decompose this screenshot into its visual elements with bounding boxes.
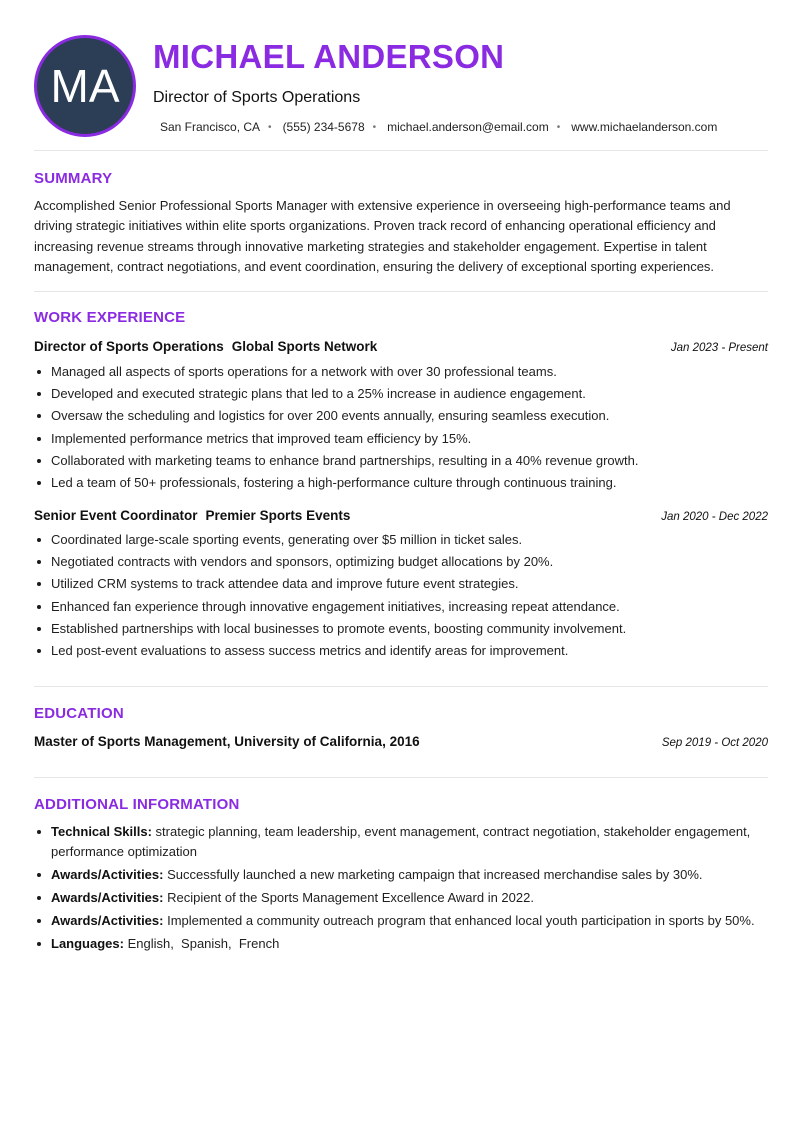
- item-label: Awards/Activities:: [51, 912, 164, 928]
- candidate-name: MICHAEL ANDERSON: [153, 38, 505, 75]
- list-item: Negotiated contracts with vendors and sponsors, optimizing budget allocations by 20%.: [34, 553, 768, 575]
- item-text: Recipient of the Sports Management Excellence Award in 2022.: [163, 889, 534, 905]
- contact-website[interactable]: www.michaelanderson.com: [571, 120, 718, 134]
- job-bullets: [34, 363, 768, 496]
- list-item: Developed and executed strategic plans that led to a 25% increase in audience engagement.: [34, 385, 768, 407]
- job-header: [34, 338, 768, 356]
- job-role: Senior Event Coordinator: [34, 508, 198, 523]
- section-heading-additional: ADDITIONAL INFORMATION: [34, 796, 240, 813]
- list-item: Led post-event evaluations to assess success metrics and identify areas for improvement.: [34, 642, 768, 664]
- additional-list: [34, 822, 768, 957]
- job-bullets: [34, 531, 768, 664]
- list-item: Oversaw the scheduling and logistics for over 200 events annually, ensuring seamless execution.: [34, 407, 768, 429]
- education-entry: [34, 734, 768, 749]
- bullet-separator-icon: •: [556, 121, 561, 133]
- list-item: [34, 822, 768, 861]
- list-item: Established partnerships with local businesses to promote events, boosting community involvement.: [34, 620, 768, 642]
- contact-email[interactable]: michael.anderson@email.com: [387, 120, 549, 134]
- job-dates: Jan 2023 - Present: [670, 342, 768, 354]
- list-item: Coordinated large-scale sporting events, generating over $5 million in ticket sales.: [34, 531, 768, 553]
- item-text: English, Spanish, French: [123, 935, 280, 951]
- list-item: Collaborated with marketing teams to enhance brand partnerships, resulting in a 40% revenue growth.: [34, 452, 768, 474]
- contact-location: San Francisco, CA: [160, 120, 261, 134]
- item-text: strategic planning, team leadership, event management, contract negotiation, stakeholder engagement, performance optimization: [51, 824, 751, 859]
- job-company: Premier Sports Events: [205, 508, 351, 523]
- item-label: Awards/Activities:: [51, 889, 164, 905]
- avatar-initials: MA: [50, 60, 120, 112]
- item-label: Awards/Activities:: [51, 866, 164, 882]
- list-item: Led a team of 50+ professionals, fostering a high-performance culture through continuous training.: [34, 474, 768, 496]
- list-item: Enhanced fan experience through innovative engagement initiatives, increasing repeat attendance.: [34, 598, 768, 620]
- bullet-separator-icon: •: [268, 121, 272, 133]
- list-item: Managed all aspects of sports operations for a network with over 30 professional teams.: [34, 363, 768, 385]
- section-heading-experience: WORK EXPERIENCE: [34, 309, 186, 326]
- bullet-separator-icon: •: [372, 121, 377, 133]
- contact-bar: [160, 120, 717, 134]
- education-dates: Sep 2019 - Oct 2020: [661, 737, 768, 749]
- list-item: [34, 888, 768, 908]
- item-text: Implemented a community outreach program that enhanced local youth participation in sports by 50%.: [163, 912, 755, 928]
- divider: [34, 150, 768, 151]
- section-heading-summary: SUMMARY: [34, 170, 113, 187]
- list-item: Utilized CRM systems to track attendee data and improve future event strategies.: [34, 575, 768, 597]
- job-role: Director of Sports Operations: [34, 339, 224, 354]
- avatar: [34, 35, 136, 137]
- job-dates: Jan 2020 - Dec 2022: [661, 511, 768, 523]
- divider: [34, 291, 768, 292]
- education-degree: Master of Sports Management, University of California, 2016: [34, 734, 420, 749]
- job-header: [34, 507, 768, 525]
- list-item: [34, 934, 768, 954]
- item-label: Technical Skills:: [51, 824, 152, 839]
- job-company: Global Sports Network: [231, 339, 378, 354]
- summary-text: Accomplished Senior Professional Sports Manager with extensive experience in overseeing high-performance teams and driving strategic initiatives within elite sports organizations. Proven track record of enhancing operational efficiency and increasing revenue streams through innovative marketing strategies and stakeholder engagement. Expertise in talent management, contract negotiations, and event coordination, ensuring the delivery of exceptional sporting experiences.: [34, 198, 731, 274]
- section-heading-education: EDUCATION: [34, 705, 124, 722]
- divider: [34, 777, 768, 778]
- item-text: Successfully launched a new marketing campaign that increased merchandise sales by 30%.: [163, 866, 703, 882]
- contact-phone[interactable]: (555) 234-5678: [282, 120, 365, 134]
- candidate-title: Director of Sports Operations: [153, 89, 361, 106]
- list-item: Implemented performance metrics that improved team efficiency by 15%.: [34, 430, 768, 452]
- item-label: Languages:: [51, 935, 124, 951]
- list-item: [34, 865, 768, 885]
- divider: [34, 686, 768, 687]
- list-item: [34, 911, 768, 931]
